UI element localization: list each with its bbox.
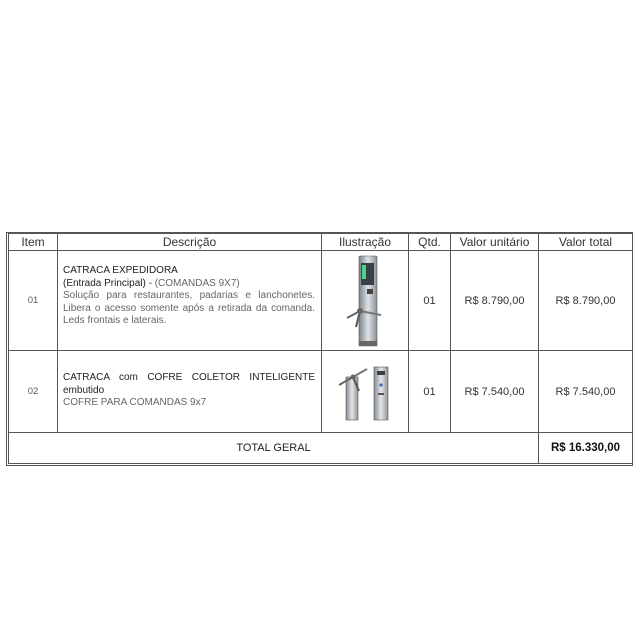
header-qtd: Qtd. [409,234,451,251]
header-valor-total: Valor total [539,234,633,251]
row-valor-unitario: R$ 8.790,00 [451,251,539,351]
row-qtd: 01 [409,351,451,433]
total-label: TOTAL GERAL [9,433,539,464]
row-valor-unitario: R$ 7.540,00 [451,351,539,433]
product-title: CATRACA com COFRE COLETOR INTELIGENTE [63,372,315,383]
row-qtd: 01 [409,251,451,351]
total-value: R$ 16.330,00 [539,433,633,464]
product-body: Solução para restaurantes, padarias e lanchonetes. Libera o acesso somente após a retirada da comanda. Leds frontais e laterais. [63,290,315,326]
header-descricao: Descrição [58,234,322,251]
product-title: CATRACA EXPEDIDORA [63,265,178,276]
row-valor-total: R$ 8.790,00 [539,251,633,351]
header-valor-unitario: Valor unitário [451,234,539,251]
row-item-number: 02 [9,351,58,433]
product-title-end: embutido [63,384,105,396]
product-subtitle: (Entrada Principal) - [63,277,155,289]
header-ilustracao: Ilustração [322,234,409,251]
header-item: Item [9,234,58,251]
row-valor-total: R$ 7.540,00 [539,351,633,433]
row-item-number: 01 [9,251,58,351]
product-body: COFRE PARA COMANDAS 9x7 [63,397,207,408]
table-outer-border [6,232,633,466]
product-subtitle-note: (COMANDAS 9X7) [154,277,240,289]
